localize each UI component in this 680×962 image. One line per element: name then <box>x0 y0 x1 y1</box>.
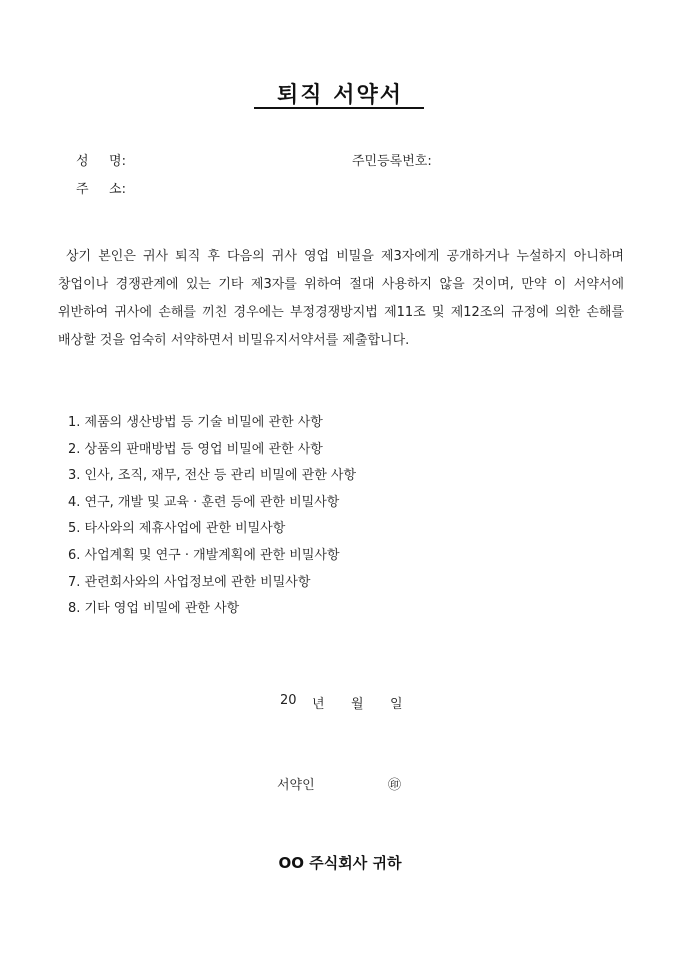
seal-icon: ㊞ <box>388 778 402 793</box>
document-title: 퇴직 서약서 <box>277 83 403 108</box>
recipient-line: OO 주식회사 귀하 <box>278 854 402 872</box>
list-item: 4. 연구, 개발 및 교육 · 훈련 등에 관한 비밀사항 <box>68 494 340 510</box>
date-day-label: 일 <box>390 697 403 712</box>
rrn-field-label: 주민등록번호: <box>352 154 432 169</box>
name-label-text: 성 명: <box>76 154 126 169</box>
list-item: 1. 제품의 생산방법 등 기술 비밀에 관한 사항 <box>68 415 323 430</box>
confidential-items-list <box>68 410 356 623</box>
address-field-label <box>76 178 126 197</box>
list-item: 2. 상품의 판매방법 등 영업 비밀에 관한 사항 <box>68 441 323 457</box>
list-item: 6. 사업계획 및 연구 · 개발계획에 관한 비밀사항 <box>68 547 340 563</box>
pledge-body-paragraph: 상기 본인은 귀사 퇴직 후 다음의 귀사 영업 비밀을 제3자에게 공개하거나 누설하지 아니하며 창업이나 경쟁관계에 있는 기타 제3자를 위하여 절대 사용하지 않을 것이며, 만약 이 서약서에 위반하여 귀사에 손해를 끼친 경우에는 부정경쟁방지법 제11조 및 제12조의 규정에 의한 손해를 배상할 것을 엄숙히 서약하면서 비밀유지서약서를 제출합니다. <box>58 249 624 348</box>
date-year: 20 <box>280 693 297 708</box>
list-item: 5. 타사와의 제휴사업에 관한 비밀사항 <box>68 521 286 537</box>
name-field-label <box>76 150 126 169</box>
date-month-label: 월 <box>351 697 364 712</box>
list-item: 8. 기타 영업 비밀에 관한 사항 <box>68 601 240 617</box>
title-underline <box>254 107 424 109</box>
date-year-label: 년 <box>312 697 325 712</box>
list-item: 3. 인사, 조직, 재무, 전산 등 관리 비밀에 관한 사항 <box>68 468 357 484</box>
address-label-text: 주 소: <box>76 182 126 197</box>
signer-label: 서약인 <box>277 778 315 793</box>
list-item: 7. 관련회사와의 사업정보에 관한 비밀사항 <box>68 574 311 590</box>
